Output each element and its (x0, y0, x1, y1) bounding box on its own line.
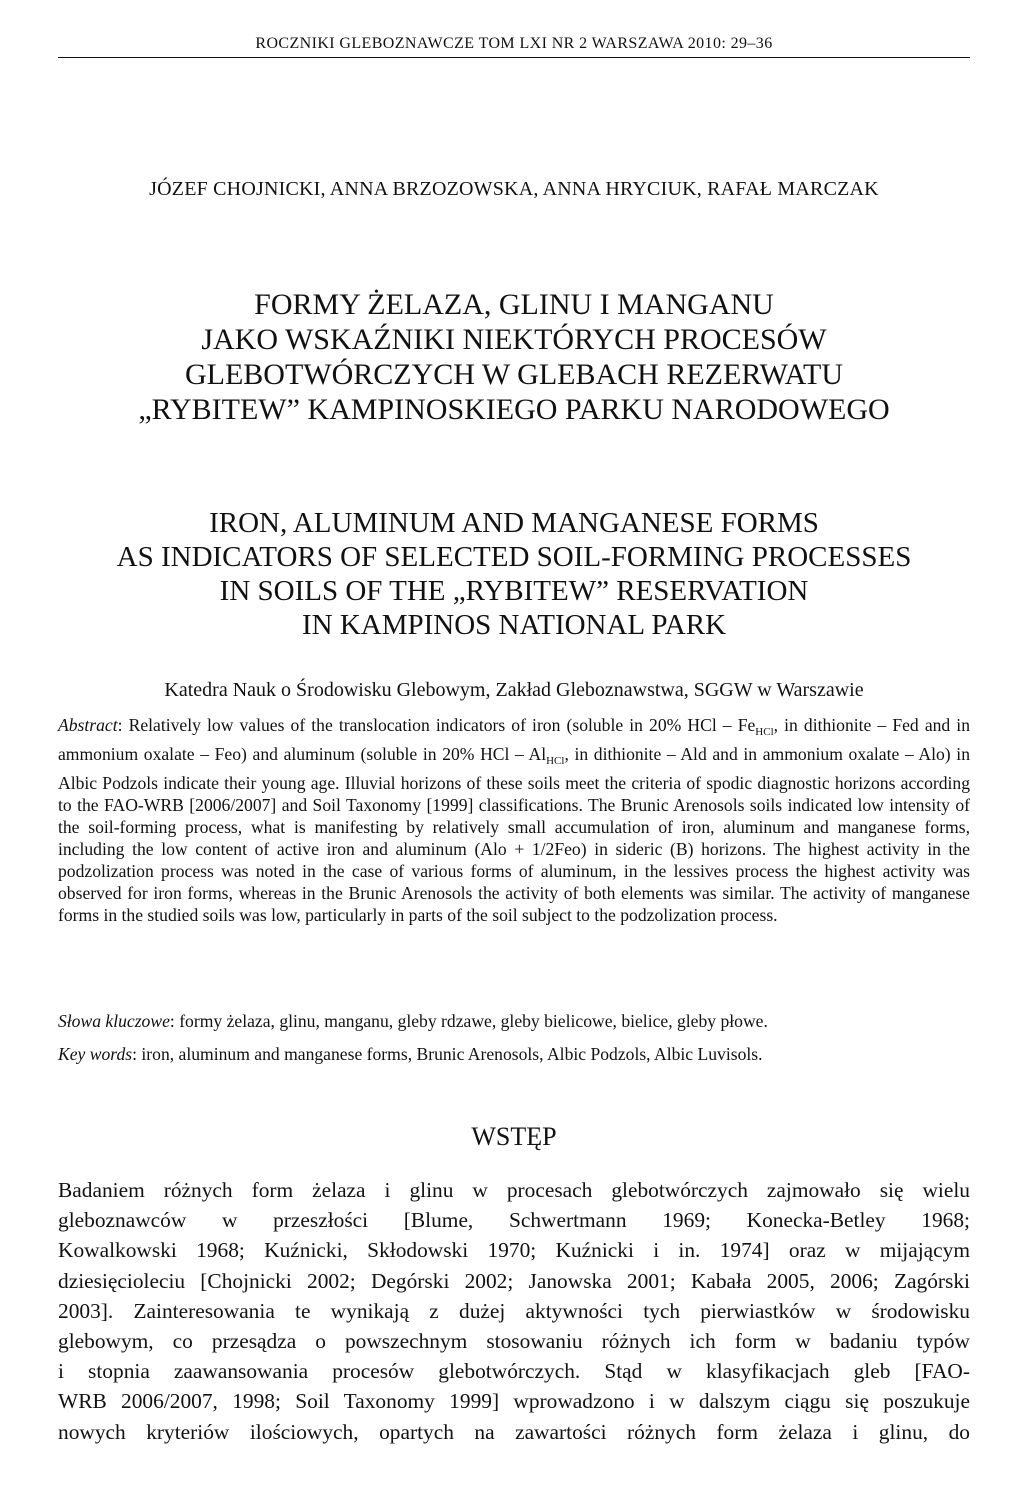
affiliation: Katedra Nauk o Środowisku Glebowym, Zakład Gleboznawstwa, SGGW w Warszawie (164, 679, 864, 701)
keywords-english (58, 1043, 970, 1065)
subscript-hcl: HCl (755, 726, 774, 738)
abstract-label: Abstract (58, 715, 118, 735)
keywords-english-text: : iron, aluminum and manganese forms, Brunic Arenosols, Albic Podzols, Albic Luvisols. (132, 1044, 763, 1064)
title-english-line: AS INDICATORS OF SELECTED SOIL-FORMING PROCESSES (116, 541, 912, 573)
body-line: Badaniem różnych form żelaza i glinu w procesach glebotwórczych zajmowało się wielu (58, 1178, 970, 1202)
keywords-polish-text: : formy żelaza, glinu, manganu, gleby rdzawe, gleby bielicowe, bielice, gleby płowe. (169, 1011, 768, 1031)
body-line: Kowalkowski 1968; Kuźnicki, Skłodowski 1970; Kuźnicki i in. 1974] oraz w mijającym (58, 1238, 970, 1263)
running-header: ROCZNIKI GLEBOZNAWCZE TOM LXI NR 2 WARSZAWA 2010: 29–36 (255, 35, 773, 52)
title-polish-line: JAKO WSKAŹNIKI NIEKTÓRYCH PROCESÓW (201, 323, 827, 356)
body-line: dziesięcioleciu [Chojnicki 2002; Degórski 2002; Janowska 2001; Kabała 2005, 2006; Zagórski (58, 1268, 970, 1293)
body-line: nowych kryteriów ilościowych, opartych na zawartości różnych form żelaza i glinu, do (58, 1419, 970, 1444)
header-rule (58, 57, 970, 58)
title-english (58, 506, 970, 642)
keywords-english-label: Key words (58, 1044, 133, 1064)
title-polish-line: FORMY ŻELAZA, GLINU I MANGANU (254, 288, 774, 321)
title-polish (58, 287, 970, 427)
body-line: glebowym, co przesądza o powszechnym stosowaniu różnych ich form w badaniu typów (58, 1329, 970, 1354)
abstract-text: , in dithionite – Fed and in ammonium oxalate – Feo) and aluminum (soluble in 20% HCl – Al (58, 715, 970, 764)
section-heading: WSTĘP (471, 1122, 557, 1151)
title-english-line: IN KAMPINOS NATIONAL PARK (301, 609, 727, 641)
title-polish-line: „RYBITEW” KAMPINOSKIEGO PARKU NARODOWEGO (138, 393, 890, 426)
title-english-line: IN SOILS OF THE „RYBITEW” RESERVATION (219, 575, 809, 607)
body-line: i stopnia zaawansowania procesów glebotwórczych. Stąd w klasyfikacjach gleb [FAO- (58, 1359, 970, 1384)
author-list: JÓZEF CHOJNICKI, ANNA BRZOZOWSKA, ANNA HRYCIUK, RAFAŁ MARCZAK (149, 178, 879, 200)
abstract (58, 714, 970, 926)
section-body (58, 1175, 970, 1447)
keywords-polish (58, 1010, 970, 1032)
abstract-text: : Relatively low values of the translocation indicators of iron (soluble in 20% HCl – Fe (117, 715, 756, 735)
abstract-text: , in dithionite – Ald and in ammonium oxalate – Alo) in Albic Podzols indicate their young age. Illuvial horizons of these soils meet the criteria of spodic diagnostic horizons according to the FAO-WRB [2006/2007] and Soil Taxonomy [1999] classifications. The Brunic Arenosols soils indicated low intensity of the soil-forming process, what is manifesting by relatively small accumulation of iron, aluminum and manganese forms, including the low content of active iron and aluminum (Alo + 1/2Feo) in sideric (B) horizons. The highest activity in the podzolization process was noted in the case of various forms of aluminum, in the lessives process the highest activity was observed for iron forms, whereas in the Brunic Arenosols the activity of both elements was similar. The activity of manganese forms in the studied soils was low, particularly in parts of the soil subject to the podzolization process. (58, 744, 970, 925)
subscript-hcl: HCl (546, 755, 565, 767)
body-line: gleboznawców w przeszłości [Blume, Schwertmann 1969; Konecka-Betley 1968; (58, 1208, 970, 1233)
body-line: 2003]. Zainteresowania te wynikają z dużej aktywności tych pierwiastków w środowisku (58, 1298, 970, 1323)
body-line: WRB 2006/2007, 1998; Soil Taxonomy 1999] wprowadzono i w dalszym ciągu się poszukuje (58, 1389, 970, 1414)
keywords-polish-label: Słowa kluczowe (58, 1011, 170, 1031)
title-polish-line: GLEBOTWÓRCZYCH W GLEBACH REZERWATU (184, 358, 844, 391)
title-english-line: IRON, ALUMINUM AND MANGANESE FORMS (209, 507, 819, 539)
